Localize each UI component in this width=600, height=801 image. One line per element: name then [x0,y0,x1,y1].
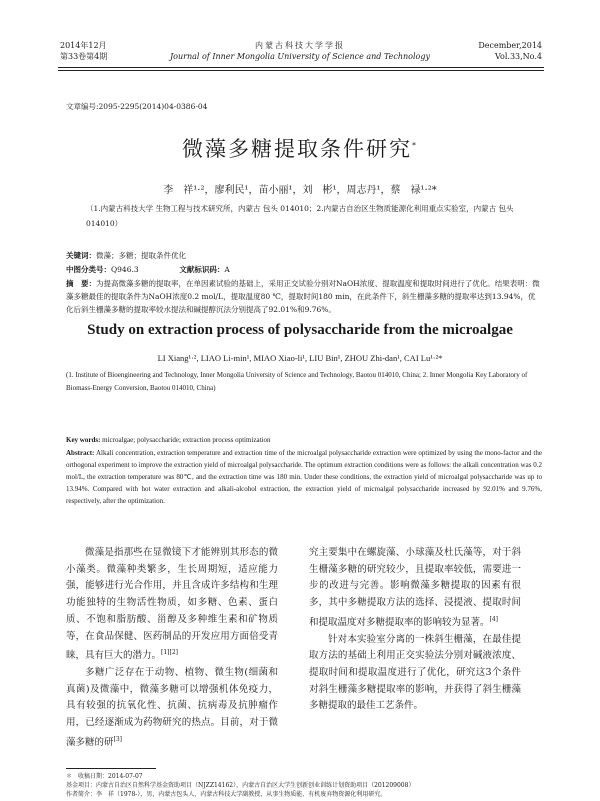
footnote-received: ＊ 收稿日期：2014-07-07 [66,773,143,780]
body-text: 多糖广泛存在于动物、植物、微生物(细菌和真菌)及微藻中，微藻多糖可以增强机体免疫力，具有较强的抗氧化性、抗菌、抗病毒及抗肿瘤作用，已经逐渐成为药物研究的热点。目前，对于微藻多糖的研 [66,667,278,749]
clc-value: Q946.3 [111,265,139,274]
authors-en: LI Xiang¹·², LIAO Li-min¹, MIAO Xiao-li¹, LIU Bin¹, ZHOU Zhi-dan¹, CAI Lu¹·²* [157,353,443,363]
title-cn: 微藻多糖提取条件研究 [182,137,412,161]
keywords-en [66,434,542,446]
abstract-en-text: Alkali concentration, extraction temperature and extraction time of the microalgal polysaccharide extraction were optimized by using the mono-factor and the orthogonal experiment to improve the extraction yield of microalgal polysaccharide. The optimum extraction conditions were as follows: the alkali concentration was 0.2 mol/L, the extraction temperature was 80℃, and the extraction time was 180 min. Under these conditions, the extraction yield of microalgal polysaccharide was up to 13.94%. Compared with hot water extraction and alkali-alcohol extraction, the extraction yield of microalgal polysaccharide increased by 92.01% and 9.76%, respectively, after the optimization. [66,449,542,505]
title-en: Study on extraction process of polysaccharide from the microalgae [87,322,513,338]
keywords-en-text: microalgae; polysaccharide; extraction process optimization [102,436,271,444]
footnote-author: 作者简介：李 祥（1978-），男，内蒙古包头人，内蒙古科技大学副教授，从事生物质能、有机废弃物资源化利用研究。 [66,791,387,798]
affiliation-en: (1. Institute of Bioengineering and Technology, Inner Mongolia University of Science and Technology, Baotou 014010, China; 2. Inner Mongolia Key Laboratory of Biomass-Energy Conversion, Baotou 014010, China) [66,371,528,392]
body-paragraph [309,632,521,716]
journal-name-en: Journal of Inner Mongolia University of Science and Technology [169,52,431,61]
footnotes [66,772,546,799]
doc-code-value: A [224,265,230,274]
abstract-en-label: Abstract: [66,449,95,457]
doc-code-label: 文献标识码： [179,265,225,274]
header-left-date: 2014年12月 [60,41,107,50]
title-cn-mark: * [412,141,418,150]
classification-line [66,263,541,276]
body-paragraph [66,545,278,665]
body-paragraph [309,545,521,632]
citation-ref: [3] [113,735,123,743]
body-column-left [66,545,278,752]
citation-ref: [2] [169,649,179,657]
keywords-cn-text: 微藻；多糖；提取条件优化 [96,251,186,260]
abstract-en [66,447,542,507]
footnote-rule [66,768,156,769]
clc-label: 中图分类号： [66,265,111,274]
body-text: 究主要集中在螺旋藻、小球藻及杜氏藻等，对于斜生栅藻多糖的研究较少，且提取率较低，需要进一步的改进与完善。影响微藻多糖提取的因素有很多，其中多糖提取方法的选择、浸提液、提取时间和提取温度对多糖提取率的影响较为显著。 [309,547,521,628]
abstract-cn-text: 为提高微藻多糖的提取率，在单因素试验的基础上，采用正交试验分别对NaOH浓度、提取温度和提取时间进行了优化。结果表明：微藻多糖最佳的提取条件为NaOH浓度0.2 mol/L，提取温度80 ℃，提取时间180 min，在此条件下，斜生栅藻多糖的提取率达到13.94%，优化后斜生栅藻多糖的提取率较水提法和碱提醇沉法分别提高了92.01%和9.76%。 [66,279,540,314]
abstract-cn-label: 摘 要： [66,279,96,288]
body-column-right [309,545,521,715]
body-paragraph [66,665,278,752]
authors-cn: 李 祥¹·²，廖利民¹，苗小丽¹，刘 彬¹，周志丹¹，蔡 禄¹·²* [163,185,437,196]
article-number: 文章编号:2095-2295(2014)04-0386-04 [66,102,208,111]
keywords-en-label: Key words: [66,436,101,444]
keywords-cn-label: 关键词： [66,251,96,260]
abstract-cn [66,277,541,316]
header-left-issue: 第33卷第4期 [60,52,108,61]
citation-ref: [1] [161,649,170,657]
citation-ref: [4] [489,615,499,623]
body-text: 针对本实验室分离的一株斜生栅藻，在最佳提取方法的基础上利用正交实验法分别对碱液浓度、提取时间和提取温度进行了优化，研究这3个条件对斜生栅藻多糖提取率的影响，并获得了斜生栅藻多糖提取的最佳工艺条件。 [309,633,521,712]
header-rule-bottom [58,70,544,71]
header-right-vol: Vol.33,No.4 [495,52,542,61]
header-rule-top [58,67,544,68]
body-text: 微藻是指那些在显微镜下才能辨别其形态的微小藻类。微藻种类繁多，生长周期短，适应能力强，能够进行光合作用，并且含成许多结构和生理功能独特的生物活性物质，如多糖、色素、蛋白质、不饱和脂肪酸、甾醇及多种维生素和矿物质等，在食品保健、医药制品的开发应用方面倍受青睐，具有巨大的潜力。 [66,547,278,662]
header-right-date: December,2014 [478,41,542,50]
journal-name-cn: 内蒙古科技大学学报 [255,41,345,50]
title-cn-block [0,133,600,163]
affiliation-cn: （1.内蒙古科技大学 生物工程与技术研究所，内蒙古 包头 014010；2.内蒙古自治区生物质能源化利用重点实验室，内蒙古 包头 014010） [86,204,514,228]
footnote-fund: 基金项目：内蒙古自治区自然科学基金资助项目（NJZZ14162），内蒙古自治区大学生创新创业训练计划资助项目（201209008） [66,782,415,789]
header-right [478,40,542,62]
keywords-cn [66,249,541,262]
